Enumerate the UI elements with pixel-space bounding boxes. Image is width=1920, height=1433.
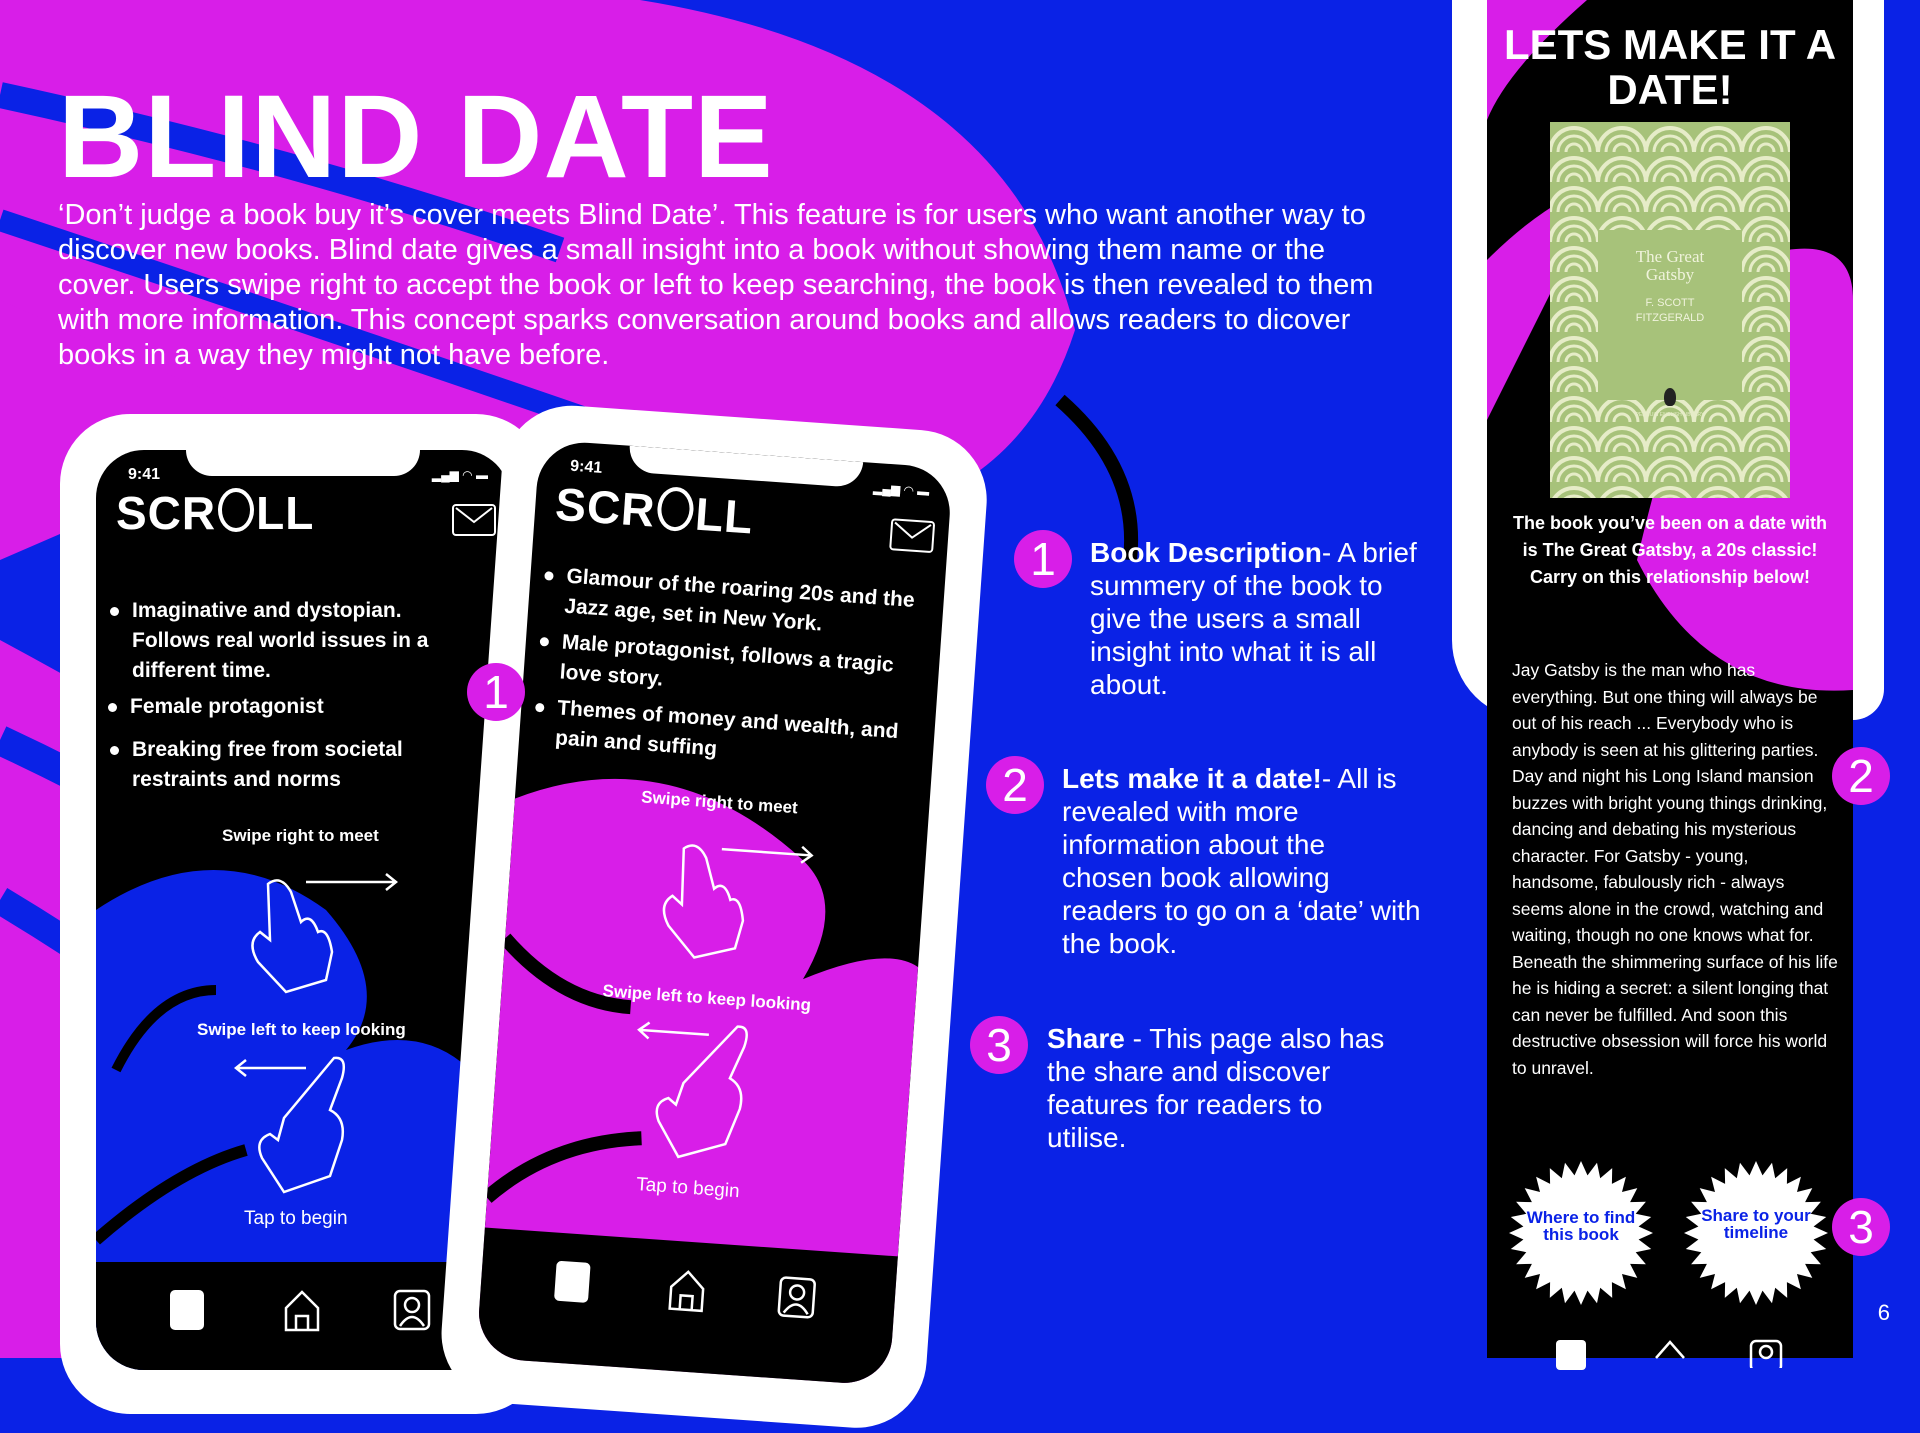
feature-number: 2 xyxy=(986,756,1044,814)
swipe-right-hand-icon[interactable] xyxy=(246,852,406,1002)
home-icon[interactable] xyxy=(1652,1336,1688,1366)
swipe-right-hand-icon[interactable] xyxy=(654,815,824,976)
mail-icon xyxy=(454,506,494,534)
signal-wifi-battery-icon: ▂▄▆ ◠ ▬ xyxy=(872,480,930,499)
feature-2-text: Lets make it a date!- All is revealed with more information about the chosen book allowing readers to go on a ‘date’ with the book. xyxy=(1062,763,1421,959)
page-number: 6 xyxy=(1877,1300,1890,1325)
cover-author: F. SCOTT FITZGERALD xyxy=(1635,297,1705,324)
home-icon[interactable] xyxy=(666,1266,709,1313)
where-to-find-label[interactable]: Where to find this book xyxy=(1526,1208,1636,1244)
page-title: BLIND DATE xyxy=(58,71,774,203)
feature-1-text: Book Description- A brief summery of the book to give the users a small insight into what it is all about. xyxy=(1090,537,1417,700)
bullet-item: Male protagonist, follows a tragic love story. xyxy=(559,628,912,712)
bullet-text: Themes of money and wealth, and pain and suffing xyxy=(554,693,907,777)
bottom-nav xyxy=(476,1228,898,1387)
callout-number: 2 xyxy=(1832,747,1890,805)
penguin-icon xyxy=(656,486,695,532)
book-icon[interactable] xyxy=(1556,1340,1586,1370)
reveal-caption: The book you’ve been on a date with is The Great Gatsby, a 20s classic! Carry on this relationship below! xyxy=(1512,513,1828,587)
phone-screen-2 xyxy=(476,439,953,1386)
tap-to-begin-button[interactable]: Tap to begin xyxy=(244,1208,348,1229)
bullet-item: Female protagonist xyxy=(130,692,430,722)
swipe-left-hand-icon[interactable] xyxy=(620,1009,790,1170)
feature-number: 3 xyxy=(970,1016,1028,1074)
swipe-right-label: Swipe right to meet xyxy=(640,787,799,818)
book-description: Jay Gatsby is the man who has everything. But one thing will always be out of his reach ... Everybody who is anybody is seen at his glittering parties. Day and night his Long Island mansion buzzes with bright young things drinking, dancing and debating his mysterious character. For Gatsby - young, handsome, fabulously rich - always seems alone in the crowd, watching and waiting, though no one knows what for. Beneath the shimmering surface of his life he is hiding a secret: a silent longing that can never be fulfilled. And soon this destructive obsession will force his world to unravel. xyxy=(1512,660,1838,1078)
tap-to-begin-button[interactable]: Tap to begin xyxy=(635,1174,741,1203)
penguin-logo xyxy=(1664,388,1676,406)
app-logo: SCR LL xyxy=(553,477,756,544)
profile-icon[interactable] xyxy=(392,1288,432,1332)
book-cover-image xyxy=(1550,122,1790,498)
cover-title: The Great Gatsby xyxy=(1635,247,1705,284)
feature-3-text: Share - This page also has the share and discover features for readers to utilise. xyxy=(1047,1023,1385,1153)
reveal-frame-right xyxy=(1853,0,1884,720)
mail-button[interactable] xyxy=(889,518,935,553)
swipe-right-label: Swipe right to meet xyxy=(222,826,379,845)
mail-icon xyxy=(891,520,933,551)
app-logo: SCR LL xyxy=(116,487,315,539)
signal-wifi-battery-icon: ▂▄▆ ◠ ▬ xyxy=(431,468,488,482)
callout-number: 1 xyxy=(467,663,525,721)
reveal-title: LETS MAKE IT A DATE! xyxy=(1503,21,1837,113)
status-time: 9:41 xyxy=(569,457,603,477)
cover-publisher: PENGUIN ENGLISH LIBRARY xyxy=(1635,412,1705,418)
bullet-item: Glamour of the roaring 20s and the Jazz age, set in New York. xyxy=(563,562,916,646)
book-icon[interactable] xyxy=(554,1261,591,1303)
book-icon[interactable] xyxy=(170,1290,204,1330)
swipe-left-label: Swipe left to keep looking xyxy=(197,1020,406,1039)
mail-button[interactable] xyxy=(452,504,496,536)
profile-icon[interactable] xyxy=(1748,1338,1784,1368)
profile-icon[interactable] xyxy=(775,1274,818,1321)
callout-number: 3 xyxy=(1832,1198,1890,1256)
bullet-item: Imaginative and dystopian. Follows real world issues in a different time. xyxy=(132,596,432,686)
home-icon[interactable] xyxy=(282,1288,322,1332)
swipe-left-label: Swipe left to keep looking xyxy=(602,981,812,1015)
phone-mockup-2 xyxy=(437,401,992,1432)
status-time: 9:41 xyxy=(128,466,161,483)
swipe-left-hand-icon[interactable] xyxy=(226,1048,386,1198)
share-timeline-label[interactable]: Share to your timeline xyxy=(1701,1206,1811,1242)
bullet-item: Breaking free from societal restraints and norms xyxy=(132,735,432,795)
penguin-icon xyxy=(218,488,254,532)
feature-number: 1 xyxy=(1014,530,1072,588)
notch xyxy=(186,450,420,476)
intro-text: ‘Don’t judge a book buy it’s cover meets Blind Date’. This feature is for users who want another way to discover new books. Blind date gives a small insight into a book without showing them name or the cover. Users swipe right to accept the book or left to keep searching, the book is then revealed to them with more information. This concept sparks conversation around books and allows readers to dicover books in a way they might not have before. xyxy=(58,199,1374,371)
